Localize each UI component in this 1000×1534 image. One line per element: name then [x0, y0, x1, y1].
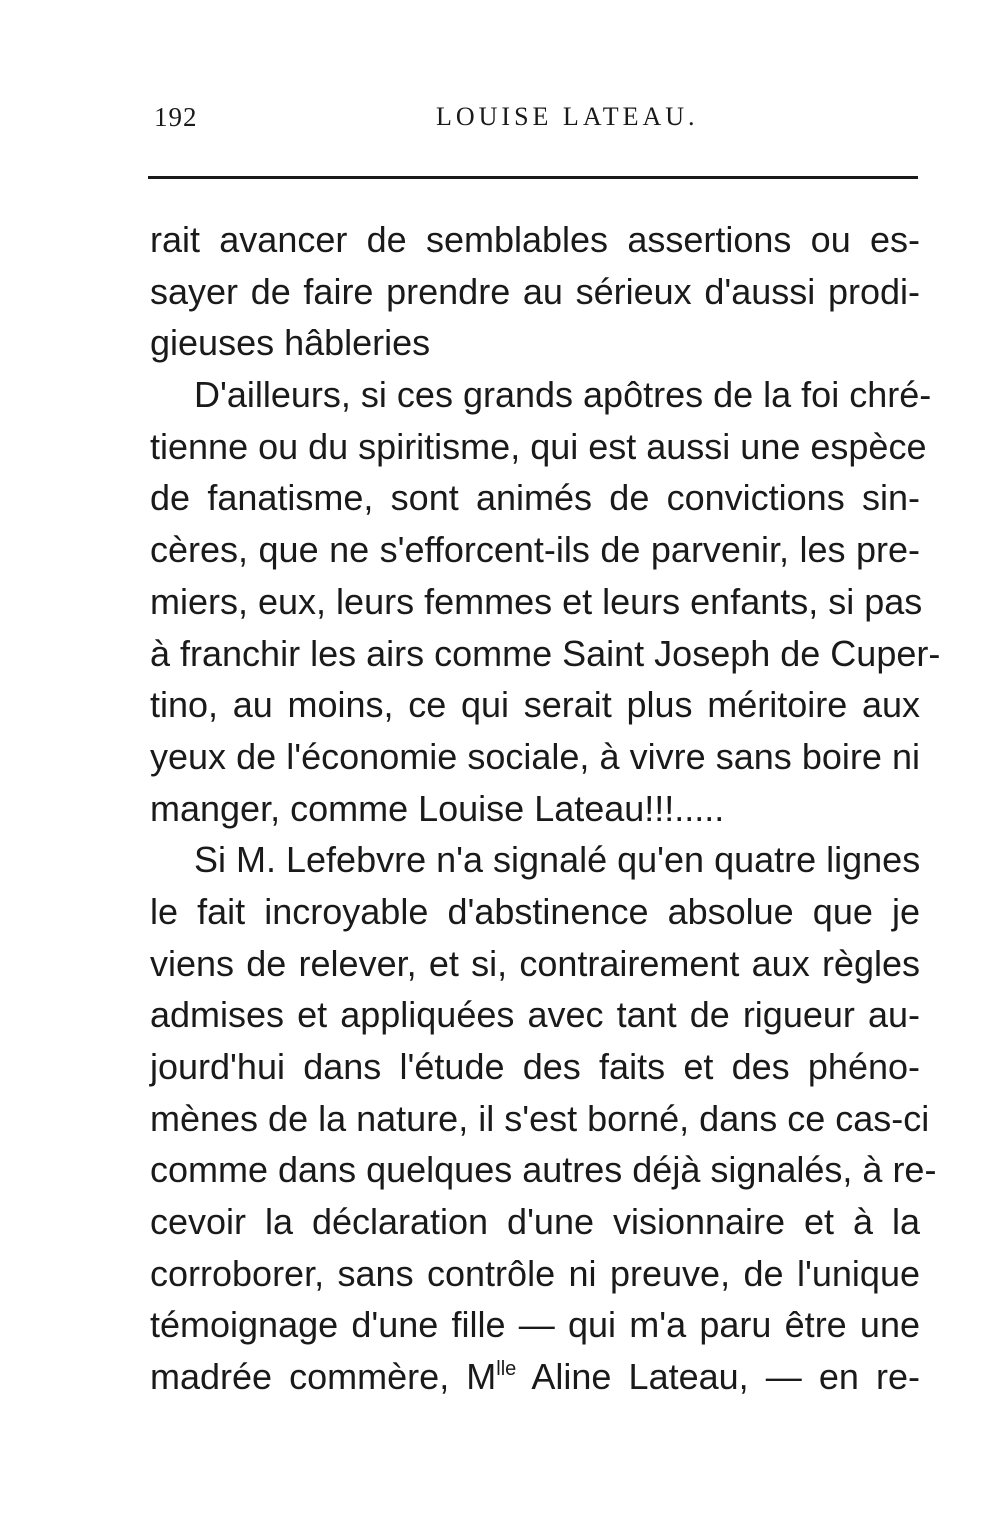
running-title: LOUISE LATEAU.: [436, 102, 699, 131]
text-line: gieuses hâbleries: [150, 322, 431, 364]
text-segment: Aline Lateau, — en re-: [516, 1356, 920, 1398]
text-line: miers, eux, leurs femmes et leurs enfants, si pas: [150, 580, 923, 622]
text-line: yeux de l'économie sociale, à vivre sans boire ni: [150, 735, 920, 777]
text-line: de fanatisme, sont animés de convictions sin-: [150, 477, 920, 519]
text-line: sayer de faire prendre au sérieux d'aussi prodi-: [150, 270, 920, 312]
text-line: témoignage d'une fille — qui m'a paru être une: [150, 1304, 920, 1346]
text-line: manger, comme Louise Lateau!!!.....: [150, 787, 725, 829]
text-line: jourd'hui dans l'étude des faits et des phéno-: [150, 1046, 920, 1087]
text-line: cères, que ne s'efforcent-ils de parvenir, les pre-: [150, 529, 920, 571]
text-line: mènes de la nature, il s'est borné, dans ce cas-ci: [150, 1097, 930, 1139]
text-line: tino, au moins, ce qui serait plus méritoire aux: [150, 684, 920, 726]
text-line: corroborer, sans contrôle ni preuve, de l'unique: [150, 1252, 920, 1294]
text-line: à franchir les airs comme Saint Joseph de Cuper-: [150, 632, 941, 674]
text-line: comme dans quelques autres déjà signalés, à re-: [150, 1149, 937, 1191]
header-rule: [148, 176, 918, 179]
text-line: admises et appliquées avec tant de rigueur au-: [150, 994, 920, 1036]
text-line: le fait incroyable d'abstinence absolue que je: [150, 890, 920, 932]
body-text: [150, 214, 941, 1403]
text-line: Si M. Lefebvre n'a signalé qu'en quatre lignes: [194, 839, 921, 881]
text-line: D'ailleurs, si ces grands apôtres de la foi chré-: [194, 374, 932, 416]
text-line-final: [150, 1351, 920, 1403]
superscript-abbreviation: lle: [496, 1358, 517, 1381]
text-line: tienne ou du spiritisme, qui est aussi une espèce: [150, 425, 927, 467]
text-line: viens de relever, et si, contrairement aux règles: [150, 942, 920, 984]
text-segment: madrée commère, M: [150, 1356, 497, 1398]
page-number: 192: [154, 102, 198, 132]
text-line: rait avancer de semblables assertions ou es-: [150, 219, 920, 260]
text-line: cevoir la déclaration d'une visionnaire et à la: [150, 1201, 920, 1243]
running-head: [148, 102, 918, 142]
